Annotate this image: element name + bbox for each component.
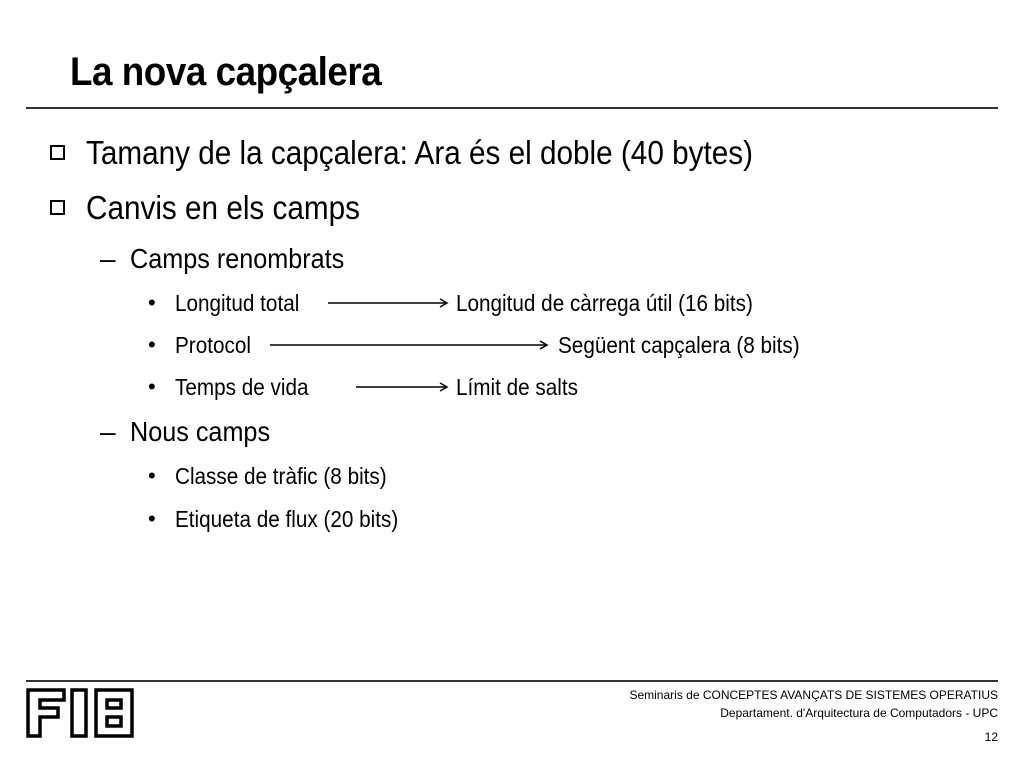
bullet-box-icon	[50, 200, 65, 215]
bullet-dot: •	[148, 506, 156, 531]
title-divider	[26, 107, 998, 109]
renamed-to-3: Límit de salts	[456, 374, 578, 400]
arrow-icon	[270, 340, 552, 350]
footer-department: Departament. d'Arquitectura de Computadors - UPC	[720, 706, 998, 720]
new-field-2: Etiqueta de flux (20 bits)	[175, 506, 399, 532]
bullet-field-changes: Canvis en els camps	[86, 189, 361, 226]
bullet-dot: •	[148, 332, 156, 357]
renamed-from-3: Temps de vida	[175, 374, 309, 400]
renamed-heading: Camps renombrats	[130, 243, 345, 274]
page-number: 12	[984, 730, 998, 744]
dash-marker: –	[100, 416, 116, 447]
bullet-box-icon	[50, 145, 65, 160]
dash-marker: –	[100, 243, 116, 274]
new-fields-heading: Nous camps	[130, 416, 271, 447]
renamed-to-2: Següent capçalera (8 bits)	[558, 332, 800, 358]
bullet-dot: •	[148, 290, 156, 315]
bullet-dot: •	[148, 374, 156, 399]
bullet-dot: •	[148, 463, 156, 488]
renamed-from-1: Longitud total	[175, 290, 300, 316]
footer-divider	[26, 680, 998, 682]
new-field-1: Classe de tràfic (8 bits)	[175, 463, 387, 489]
footer-seminar: Seminaris de CONCEPTES AVANÇATS DE SISTEMES OPERATIUS	[629, 688, 998, 702]
arrow-icon	[356, 382, 452, 392]
renamed-from-2: Protocol	[175, 332, 251, 358]
bullet-header-size: Tamany de la capçalera: Ara és el doble (40 bytes)	[86, 134, 753, 171]
page-title: La nova capçalera	[70, 50, 382, 94]
renamed-to-1: Longitud de càrrega útil (16 bits)	[456, 290, 753, 316]
fib-logo	[26, 686, 140, 743]
arrow-icon	[328, 298, 452, 308]
